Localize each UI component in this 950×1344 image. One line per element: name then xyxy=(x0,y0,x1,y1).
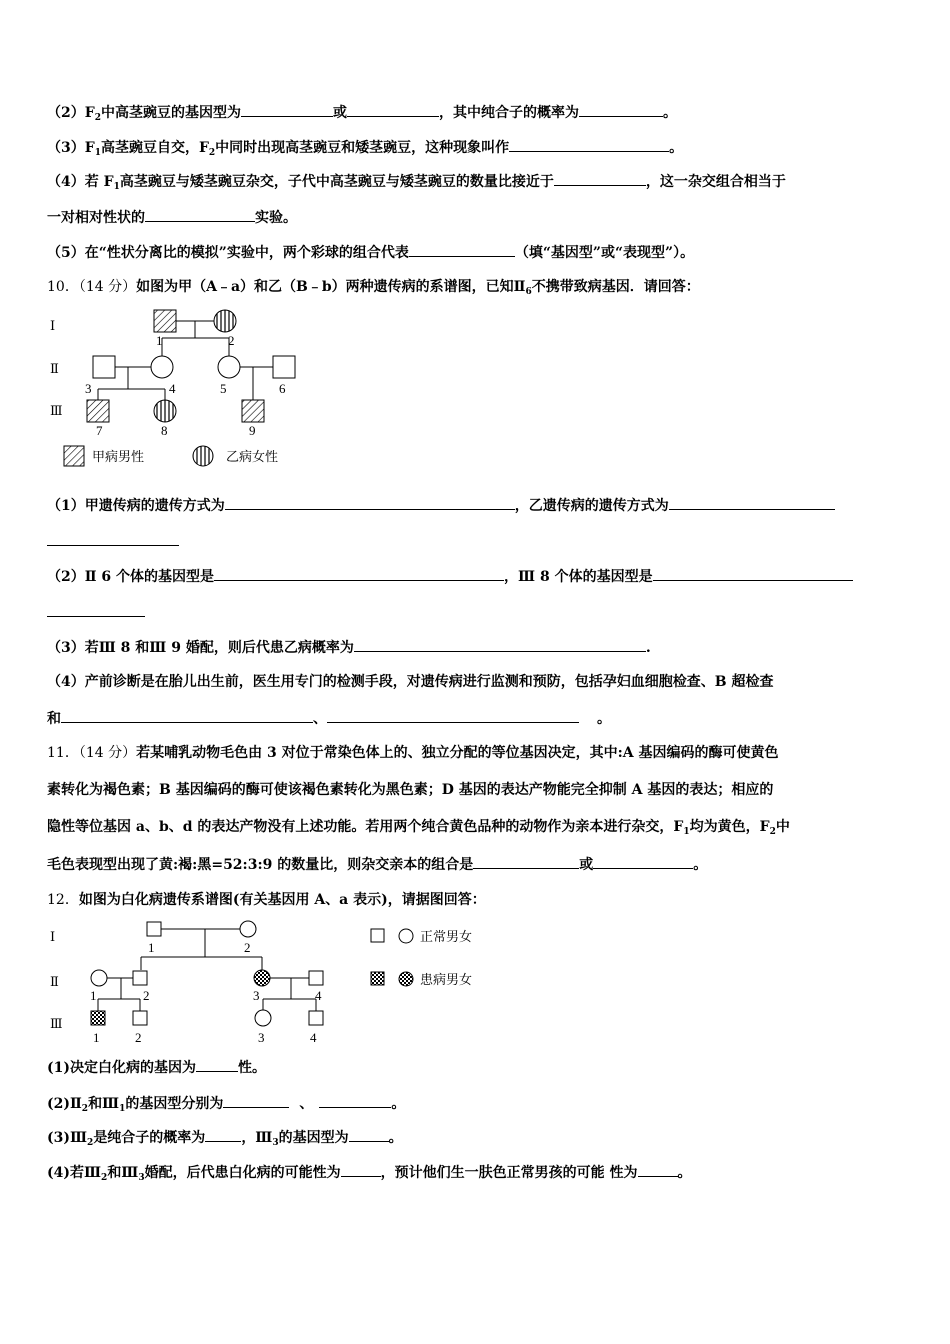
pedigree-normal-male xyxy=(133,971,147,985)
answer-blank[interactable] xyxy=(225,496,515,510)
answer-blank[interactable] xyxy=(409,243,515,257)
legend-normal-female xyxy=(399,929,413,943)
pedigree-normal-male xyxy=(147,922,161,936)
pedigree-normal-female xyxy=(91,970,107,986)
individual-id: 6 xyxy=(279,381,286,396)
individual-id: 8 xyxy=(161,423,168,438)
pedigree-normal-male xyxy=(133,1011,147,1025)
pedigree-normal-male xyxy=(309,1011,323,1025)
individual-id: 9 xyxy=(249,423,256,438)
legend-affected-female xyxy=(399,972,413,986)
q12-part2: $(2)Ⅱ_2$和$Ⅲ_1$的基因型分别为 、 。 xyxy=(47,1096,406,1114)
individual-id: 3 xyxy=(253,988,260,1003)
q12-part4: (4)若$Ⅲ_2$和$Ⅲ_3$婚配，后代患白化病的可能性为 ，预计他们生一肤色正常男孩的可能 性为 。 xyxy=(47,1165,692,1183)
pedigree-normal-male xyxy=(309,971,323,985)
individual-id: 2 xyxy=(143,988,150,1003)
pedigree-normal-female xyxy=(151,356,173,378)
generation-label: Ⅱ xyxy=(50,361,59,376)
generation-label: Ⅱ xyxy=(50,974,59,989)
q10-part2-line2 xyxy=(47,603,145,622)
pedigree-affected-male-a xyxy=(154,310,176,332)
answer-blank[interactable] xyxy=(354,638,646,652)
q12-part3: $(3)Ⅲ_2$是纯合子的概率为 ，$Ⅲ_3$的基因型为 。 xyxy=(47,1130,403,1148)
individual-id: 1 xyxy=(148,940,155,955)
individual-id: 7 xyxy=(96,423,103,438)
q11-line1: 11．（14 分）若某哺乳动物毛色由 3 对位于常染色体上的、独立分配的等位基因决定，其中:A 基因编码的酶可使黄色 xyxy=(47,745,779,761)
answer-blank[interactable] xyxy=(579,103,663,117)
legend-label: 乙病女性 xyxy=(226,450,279,465)
pedigree-normal-female xyxy=(240,921,256,937)
answer-blank[interactable] xyxy=(327,709,579,723)
pedigree-affected-male xyxy=(91,1011,105,1025)
individual-id: 5 xyxy=(220,381,227,396)
generation-label: Ⅲ xyxy=(50,1016,63,1031)
answer-blank[interactable] xyxy=(669,496,835,510)
generation-label: Ⅰ xyxy=(50,929,56,944)
individual-id: 4 xyxy=(310,1030,317,1045)
q12-stem: 12．如图为白化病遗传系谱图(有关基因用 A、a 表示)，请据图回答： xyxy=(47,892,486,908)
pedigree-normal-male xyxy=(273,356,295,378)
q9-part3: $(3)F_1$高茎豌豆自交，$F_2$中同时出现高茎豌豆和矮茎豌豆，这种现象叫作 。 xyxy=(47,140,684,158)
generation-label: Ⅲ xyxy=(50,403,63,418)
individual-id: 1 xyxy=(90,988,97,1003)
q9-part4-line1: （4）若 $F_1$高茎豌豆与矮茎豌豆杂交，子代中高茎豌豆与矮茎豌豆的数量比接近于 ，这一杂交组合相当于 xyxy=(47,174,786,192)
answer-blank[interactable] xyxy=(145,208,255,222)
answer-blank[interactable] xyxy=(205,1128,241,1142)
answer-blank[interactable] xyxy=(47,532,179,546)
legend-normal-male xyxy=(371,929,384,942)
q10-part2-line1: （2）Ⅱ 6 个体的基因型是 ，Ⅲ 8 个体的基因型是 xyxy=(47,567,853,586)
answer-blank[interactable] xyxy=(61,709,313,723)
answer-blank[interactable] xyxy=(347,103,439,117)
q9-part4-line2: 一对相对性状的 实验。 xyxy=(47,210,297,226)
legend-affected-female-b xyxy=(193,446,213,466)
answer-blank[interactable] xyxy=(214,567,504,581)
pedigree-affected-female-b xyxy=(154,400,176,422)
pedigree-affected-female xyxy=(254,970,270,986)
answer-blank[interactable] xyxy=(554,172,646,186)
q10-part1-line2 xyxy=(47,532,179,551)
legend-affected-male xyxy=(371,972,384,985)
answer-blank[interactable] xyxy=(196,1058,238,1072)
answer-blank[interactable] xyxy=(473,855,579,869)
answer-blank[interactable] xyxy=(349,1128,389,1142)
individual-id: 2 xyxy=(135,1030,142,1045)
individual-id: 4 xyxy=(169,381,176,396)
q11-line2: 素转化为褐色素；B 基因编码的酶可使该褐色素转化为黑色素；D 基因的表达产物能完全抑制 A 基因的表达；相应的 xyxy=(47,782,774,798)
answer-blank[interactable] xyxy=(341,1163,381,1177)
q10-stem: 10．（14 分）如图为甲（A﹣a）和乙（B﹣b）两种遗传病的系谱图，已知$Ⅱ_6$不携带致病基因．请回答： xyxy=(47,279,700,297)
individual-id: 3 xyxy=(258,1030,265,1045)
pedigree-chart-q12 xyxy=(40,918,500,1048)
q10-part3: （3）若Ⅲ 8 和Ⅲ 9 婚配，则后代患乙病概率为 . xyxy=(47,640,651,656)
q12-part1: (1)决定白化病的基因为 性。 xyxy=(47,1060,266,1076)
pedigree-normal-male xyxy=(93,356,115,378)
pedigree-affected-male-a xyxy=(87,400,109,422)
q10-part1-line1: （1）甲遗传病的遗传方式为 ，乙遗传病的遗传方式为 xyxy=(47,496,835,515)
individual-id: 3 xyxy=(85,381,92,396)
individual-id: 4 xyxy=(315,988,322,1003)
q11-line3: 隐性等位基因 a、b、d 的表达产物没有上述功能。若用两个纯合黄色品种的动物作为亲本进行杂交，$F_1$均为黄色，$F_2$中 xyxy=(47,819,790,837)
legend-label: 正常男女 xyxy=(420,930,473,945)
individual-id: 1 xyxy=(93,1030,100,1045)
answer-blank[interactable] xyxy=(509,138,669,152)
individual-id: 1 xyxy=(156,333,163,348)
answer-blank[interactable] xyxy=(47,603,145,617)
pedigree-normal-female xyxy=(218,356,240,378)
answer-blank[interactable] xyxy=(638,1163,678,1177)
pedigree-chart-q10 xyxy=(40,300,340,480)
legend-label: 甲病男性 xyxy=(92,450,145,465)
answer-blank[interactable] xyxy=(653,567,853,581)
legend-affected-male-a xyxy=(64,446,84,466)
individual-id: 2 xyxy=(244,940,251,955)
pedigree-normal-female xyxy=(255,1010,271,1026)
q11-line4: 毛色表现型出现了黄:褐:黑=52:3:9 的数量比，则杂交亲本的组合是 或 。 xyxy=(47,857,708,873)
pedigree-affected-male-a xyxy=(242,400,264,422)
answer-blank[interactable] xyxy=(241,103,333,117)
q10-part4-line2: 和 、 。 xyxy=(47,711,611,727)
answer-blank[interactable] xyxy=(319,1094,391,1108)
answer-blank[interactable] xyxy=(593,855,693,869)
pedigree-affected-female-b xyxy=(214,310,236,332)
q9-part5: （5）在“性状分离比的模拟”实验中，两个彩球的组合代表 （填“基因型”或“表现型”）。 xyxy=(47,245,695,261)
individual-id: 2 xyxy=(228,333,235,348)
generation-label: Ⅰ xyxy=(50,318,56,333)
q10-part4-line1: （4）产前诊断是在胎儿出生前，医生用专门的检测手段，对遗传病进行监测和预防，包括孕妇血细胞检查、B 超检查 xyxy=(47,674,774,690)
q9-part2: $(2)F_2$中高茎豌豆的基因型为 或 ，其中纯合子的概率为 。 xyxy=(47,105,677,123)
legend-label: 患病男女 xyxy=(420,973,473,988)
answer-blank[interactable] xyxy=(223,1094,289,1108)
